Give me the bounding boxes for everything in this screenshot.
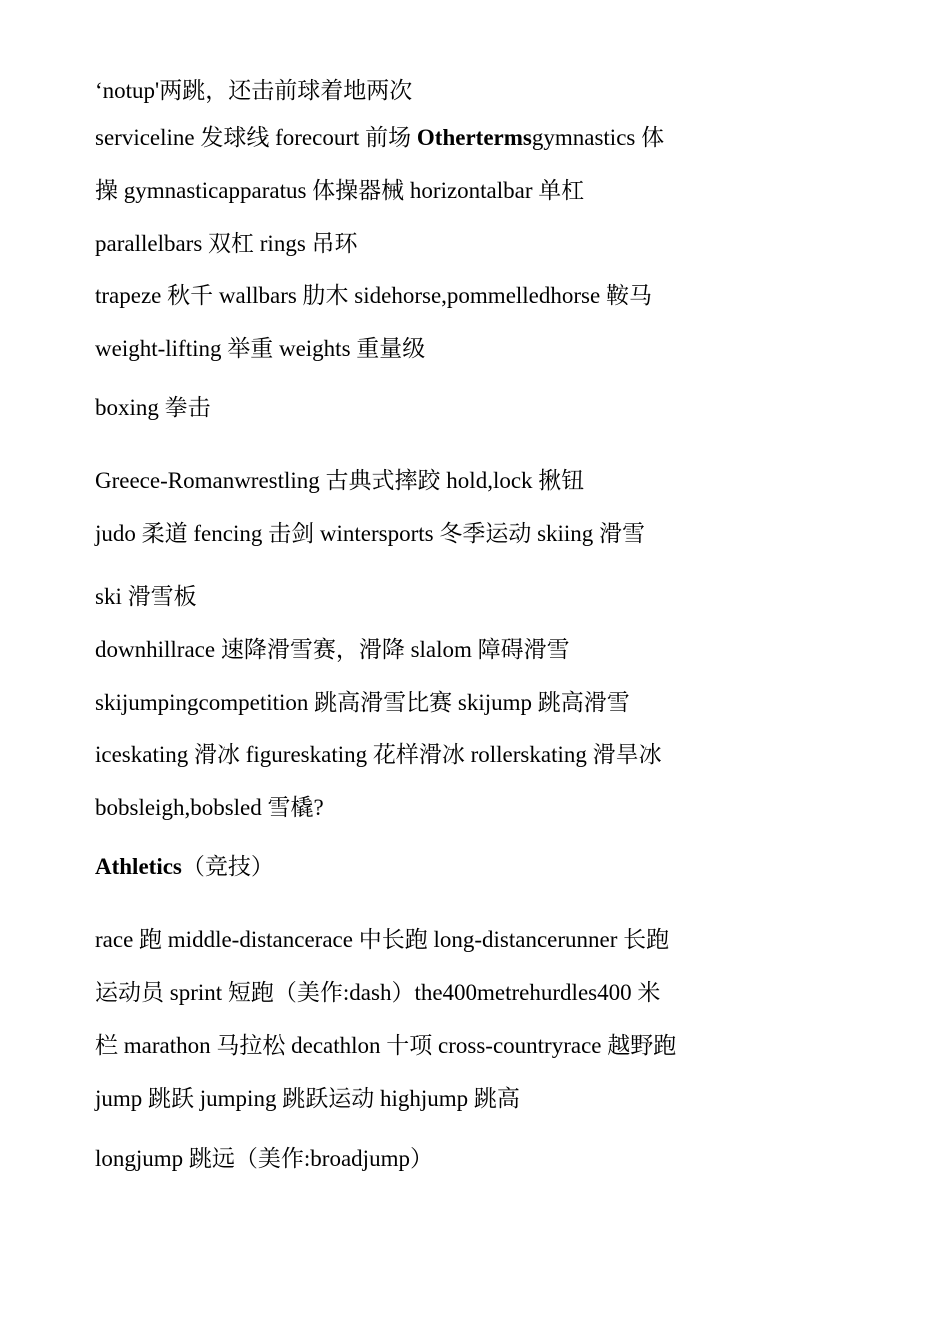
text-line xyxy=(95,123,664,153)
text-run: （竞技） xyxy=(181,854,274,879)
text-line: downhillrace 速降滑雪赛，滑降 slalom 障碍滑雪 xyxy=(95,637,570,662)
text-line: boxing 拳击 xyxy=(95,395,211,420)
text-line: bobsleigh,bobsled 雪橇? xyxy=(95,795,324,820)
section-heading-line xyxy=(95,852,274,882)
text-line: weight-lifting 举重 weights 重量级 xyxy=(95,336,426,361)
text-line: 运动员 sprint 短跑（美作:dash）the400metrehurdles400 米 xyxy=(95,980,661,1005)
text-line: longjump 跳远（美作:broadjump） xyxy=(95,1146,433,1171)
text-line: 栏 marathon 马拉松 decathlon 十项 cross-countryrace 越野跑 xyxy=(95,1033,677,1058)
text-line: race 跑 middle-distancerace 中长跑 long-distancerunner 长跑 xyxy=(95,927,670,952)
text-line: iceskating 滑冰 figureskating 花样滑冰 rollerskating 滑旱冰 xyxy=(95,742,662,767)
text-run: serviceline 发球线 forecourt 前场 xyxy=(95,125,412,150)
text-line: skijumpingcompetition 跳高滑雪比赛 skijump 跳高滑雪 xyxy=(95,690,630,715)
text-run: gymnastics 体 xyxy=(531,125,665,150)
text-line: ski 滑雪板 xyxy=(95,584,197,609)
section-heading-other-terms: Otherterms xyxy=(416,125,532,150)
section-heading-athletics: Athletics xyxy=(95,854,182,879)
text-line: judo 柔道 fencing 击剑 wintersports 冬季运动 skiing 滑雪 xyxy=(95,521,646,546)
text-line: trapeze 秋千 wallbars 肋木 sidehorse,pommelledhorse 鞍马 xyxy=(95,283,652,308)
text-line: ‘notup'两跳，还击前球着地两次 xyxy=(95,78,413,103)
text-line: jump 跳跃 jumping 跳跃运动 highjump 跳高 xyxy=(95,1086,520,1111)
text-line: parallelbars 双杠 rings 吊环 xyxy=(95,231,358,256)
text-line: 操 gymnasticapparatus 体操器械 horizontalbar 单杠 xyxy=(95,178,585,203)
text-line: Greece-Romanwrestling 古典式摔跤 hold,lock 揪钮 xyxy=(95,468,585,493)
